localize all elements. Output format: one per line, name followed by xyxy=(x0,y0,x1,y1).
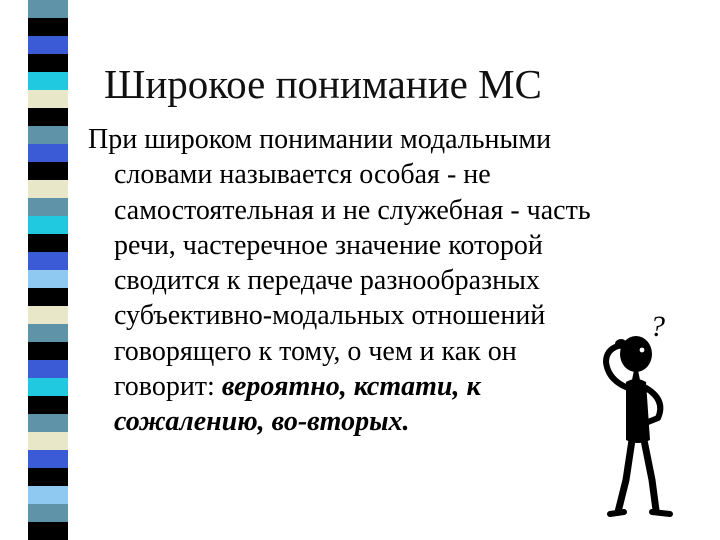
stripe-segment xyxy=(28,288,68,306)
body-line: самостоятельная и не служебная - часть xyxy=(114,194,591,226)
stripe-segment xyxy=(28,0,68,18)
body-line: При широком понимании модальными xyxy=(88,124,552,155)
stripe-segment xyxy=(28,252,68,270)
stripe-segment xyxy=(28,126,68,144)
stripe-segment xyxy=(28,162,68,180)
body-line-last xyxy=(88,369,648,404)
stripe-segment xyxy=(28,468,68,486)
stripe-segment xyxy=(28,414,68,432)
stripe-segment xyxy=(28,18,68,36)
stripe-segment xyxy=(28,198,68,216)
stripe-segment xyxy=(28,396,68,414)
figure-left-foot xyxy=(610,512,624,514)
stripe-segment xyxy=(28,360,68,378)
body-line: говорящего к тому, о чем и как он xyxy=(114,335,517,367)
body-line: речи, частеречное значение которой xyxy=(114,229,543,261)
figure-right-foot xyxy=(652,512,670,514)
stripe-segment xyxy=(28,486,68,504)
stripe-segment xyxy=(28,180,68,198)
stripe-segment xyxy=(28,378,68,396)
question-mark-glyph: ? xyxy=(650,310,665,343)
thinking-person-icon xyxy=(588,300,708,525)
stripe-segment xyxy=(28,306,68,324)
stripe-segment xyxy=(28,90,68,108)
slide-title: Широкое понимание МС xyxy=(104,61,542,107)
modal-word-examples: вероятно, кстати, к xyxy=(221,371,481,403)
stripe-segment xyxy=(28,342,68,360)
slide-body-text xyxy=(88,122,648,440)
figure-eye xyxy=(640,348,645,353)
stripe-segment xyxy=(28,522,68,540)
stripe-segment xyxy=(28,432,68,450)
stripe-segment xyxy=(28,144,68,162)
decorative-stripe-bar xyxy=(28,0,68,540)
stripe-segment xyxy=(28,234,68,252)
figure-left-leg xyxy=(618,440,632,512)
modal-word-examples-continued: сожалению, во-вторых. xyxy=(114,406,410,438)
stripe-segment xyxy=(28,216,68,234)
stripe-segment xyxy=(28,270,68,288)
body-line: сводится к передаче разнообразных xyxy=(114,265,540,297)
stripe-segment xyxy=(28,504,68,522)
figure-hand xyxy=(615,339,627,349)
stripe-segment xyxy=(28,108,68,126)
stripe-segment xyxy=(28,324,68,342)
stripe-segment xyxy=(28,54,68,72)
body-line: словами называется особая - не xyxy=(114,159,491,191)
stripe-segment xyxy=(28,36,68,54)
stripe-segment xyxy=(28,72,68,90)
body-line-prefix: говорит: xyxy=(114,371,222,403)
body-line: субъективно-модальных отношений xyxy=(114,300,546,332)
stripe-segment xyxy=(28,450,68,468)
figure-right-leg xyxy=(644,440,656,510)
